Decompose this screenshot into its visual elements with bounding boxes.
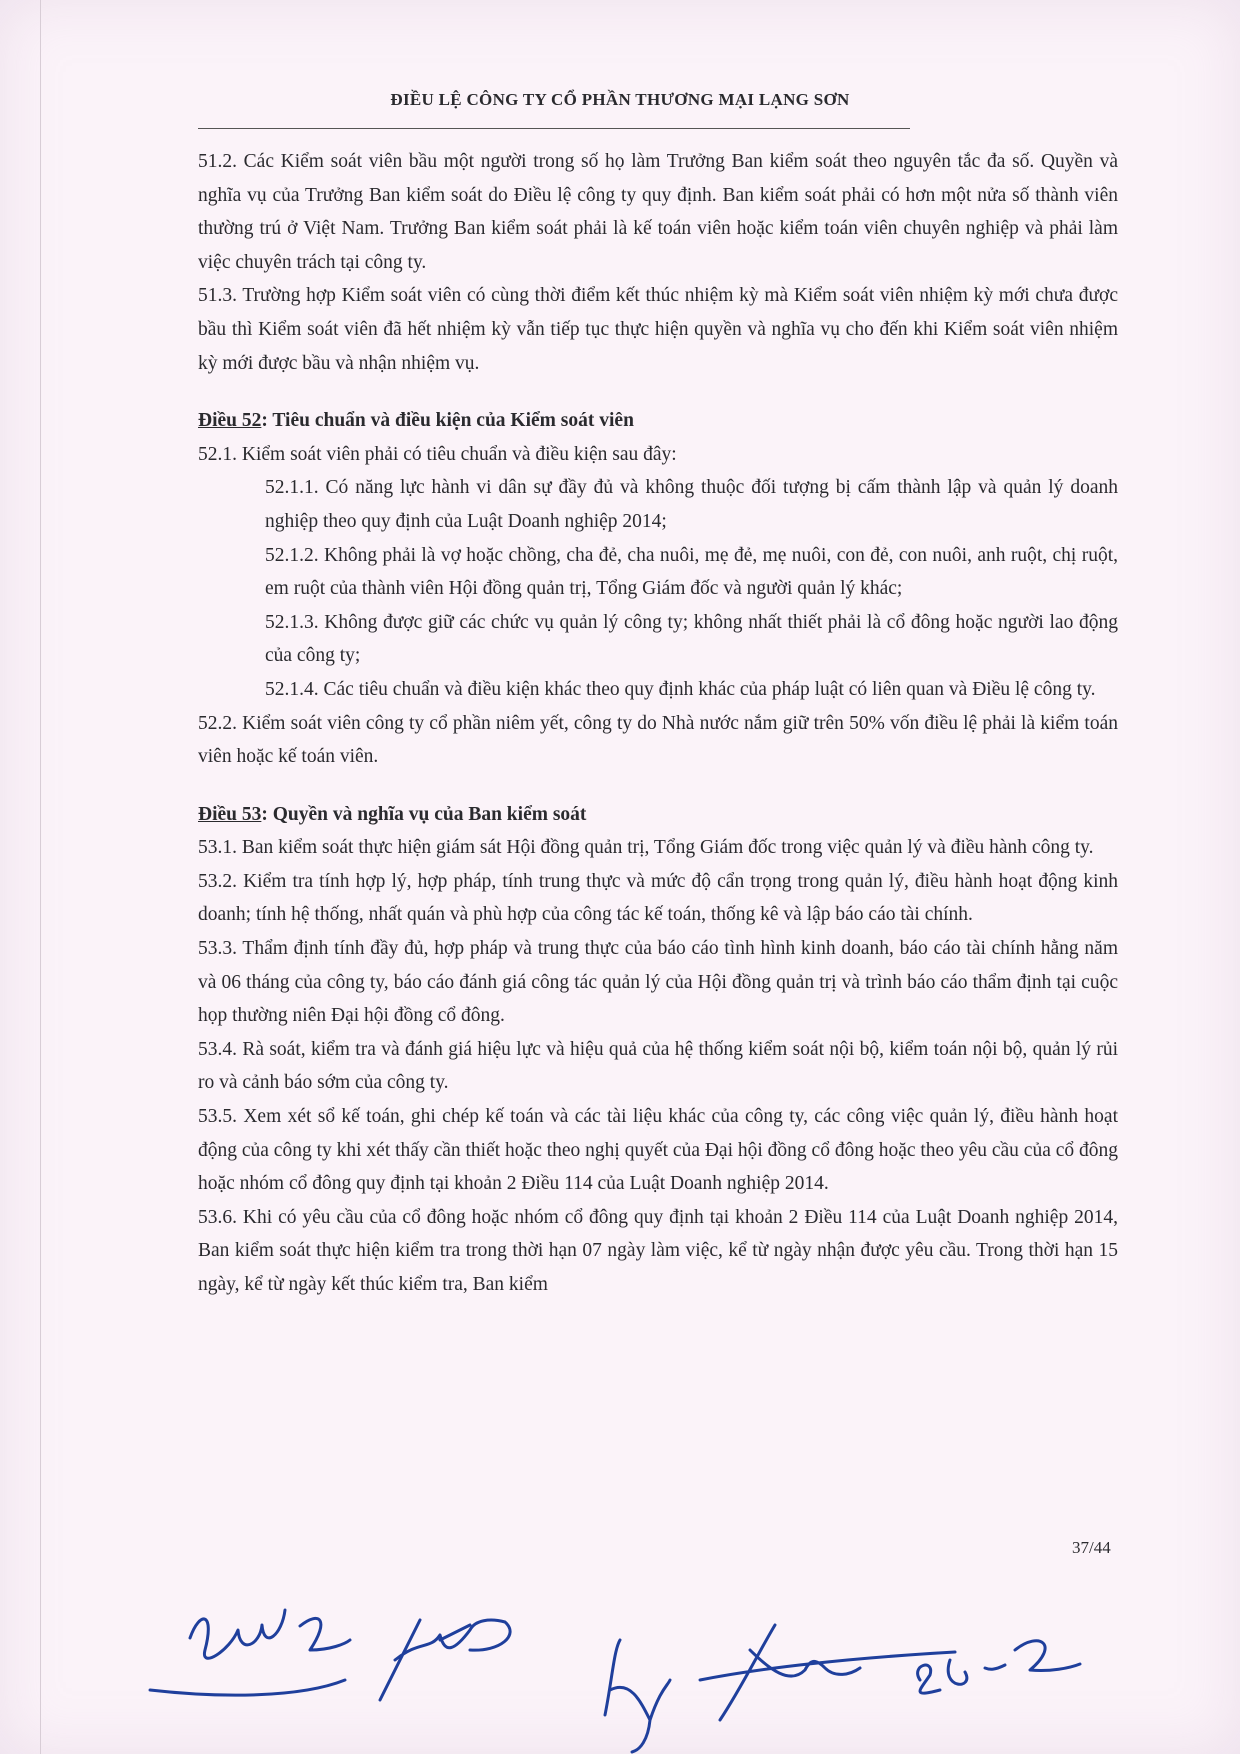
article-title: : Quyền và nghĩa vụ của Ban kiểm soát	[261, 803, 587, 825]
paragraph-gap	[198, 774, 1118, 798]
clause: 52.1. Kiểm soát viên phải có tiêu chuẩn và điều kiện sau đây:	[198, 443, 677, 465]
signature-1-underline	[150, 1680, 345, 1695]
signature-3	[605, 1640, 670, 1752]
clause: 53.1. Ban kiểm soát thực hiện giám sát Hội đồng quản trị, Tổng Giám đốc trong việc quản lý và điều hành công ty.	[198, 837, 1094, 859]
clause: 53.3. Thẩm định tính đầy đủ, hợp pháp và trung thực của báo cáo tình hình kinh doanh, báo cáo tài chính hằng năm và 06 tháng của công ty, báo cáo đánh giá công tác quản lý của Hội đồng quản trị và trình báo cáo thẩm định tại cuộc họp thường niên Đại hội đồng cổ đông.	[198, 938, 1118, 1027]
signatures	[0, 1540, 1240, 1754]
paragraph-gap	[198, 380, 1118, 404]
clause: 52.2. Kiểm soát viên công ty cổ phần niêm yết, công ty do Nhà nước nắm giữ trên 50% vốn điều lệ phải là kiểm toán viên hoặc kế toán viên.	[198, 712, 1118, 768]
sub-clause: 52.1.2. Không phải là vợ hoặc chồng, cha đẻ, cha nuôi, mẹ đẻ, mẹ nuôi, con đẻ, con nuôi, anh ruột, chị ruột, em ruột của thành viên Hội đồng quản trị, Tổng Giám đốc và người quản lý khác;	[265, 544, 1118, 600]
signature-2	[380, 1620, 510, 1700]
clause: 53.6. Khi có yêu cầu của cổ đông hoặc nhóm cổ đông quy định tại khoản 2 Điều 114 của Luật Doanh nghiệp 2014, Ban kiểm soát thực hiện kiểm tra trong thời hạn 07 ngày làm việc, kể từ ngày nhận được yêu cầu. Trong thời hạn 15 ngày, kể từ ngày kết thúc kiểm tra, Ban kiểm	[198, 1206, 1118, 1295]
clause: 51.2. Các Kiểm soát viên bầu một người trong số họ làm Trưởng Ban kiểm soát theo nguyên tắc đa số. Quyền và nghĩa vụ của Trưởng Ban kiểm soát do Điều lệ công ty quy định. Ban kiểm soát phải có hơn một nửa số thành viên thường trú ở Việt Nam. Trưởng Ban kiểm soát phải là kế toán viên hoặc kiểm toán viên chuyên nghiệp và phải làm việc chuyên trách tại công ty.	[198, 151, 1118, 273]
sub-clause: 52.1.4. Các tiêu chuẩn và điều kiện khác theo quy định khác của pháp luật có liên quan và Điều lệ công ty.	[265, 678, 1096, 700]
signature-1	[190, 1610, 350, 1658]
article-heading	[198, 798, 1118, 832]
document-header: ĐIỀU LỆ CÔNG TY CỔ PHẦN THƯƠNG MẠI LẠNG SƠN	[390, 90, 850, 109]
article-label: Điều 52	[198, 410, 262, 432]
sub-clause: 52.1.1. Có năng lực hành vi dân sự đầy đủ và không thuộc đối tượng bị cấm thành lập và quản lý doanh nghiệp theo quy định của Luật Doanh nghiệp 2014;	[265, 477, 1118, 532]
page-number: 37/44	[1072, 1538, 1111, 1557]
article-title: : Tiêu chuẩn và điều kiện của Kiểm soát viên	[261, 410, 634, 432]
clause: 53.5. Xem xét sổ kế toán, ghi chép kế toán và các tài liệu khác của công ty, các công việc quản lý, điều hành hoạt động của công ty khi xét thấy cần thiết hoặc theo nghị quyết của Đại hội đồng cổ đông hoặc theo yêu cầu của cổ đông hoặc nhóm cổ đông quy định tại khoản 2 Điều 114 của Luật Doanh nghiệp 2014.	[198, 1106, 1119, 1195]
clause: 51.3. Trường hợp Kiểm soát viên có cùng thời điểm kết thúc nhiệm kỳ mà Kiểm soát viên nhiệm kỳ mới chưa được bầu thì Kiểm soát viên đã hết nhiệm kỳ vẫn tiếp tục thực hiện quyền và nghĩa vụ cho đến khi Kiểm soát viên nhiệm kỳ mới được bầu và nhận nhiệm vụ.	[198, 285, 1118, 374]
article-heading	[198, 404, 1118, 438]
sub-clause: 52.1.3. Không được giữ các chức vụ quản lý công ty; không nhất thiết phải là cổ đông hoặc người lao động của công ty;	[265, 611, 1118, 667]
article-label: Điều 53	[198, 803, 262, 825]
binding-margin-line	[40, 0, 41, 1754]
header-rule	[198, 128, 910, 129]
clause: 53.4. Rà soát, kiểm tra và đánh giá hiệu lực và hiệu quả của hệ thống kiểm soát nội bộ, kiểm toán nội bộ, quản lý rủi ro và cảnh báo sớm của công ty.	[198, 1038, 1118, 1094]
clause: 53.2. Kiểm tra tính hợp lý, hợp pháp, tính trung thực và mức độ cẩn trọng trong quản lý, điều hành hoạt động kinh doanh; tính hệ thống, nhất quán và phù hợp của công tác kế toán, thống kê và lập báo cáo tài chính.	[198, 870, 1118, 926]
document-body	[198, 145, 1118, 1302]
signature-5	[918, 1641, 1080, 1693]
